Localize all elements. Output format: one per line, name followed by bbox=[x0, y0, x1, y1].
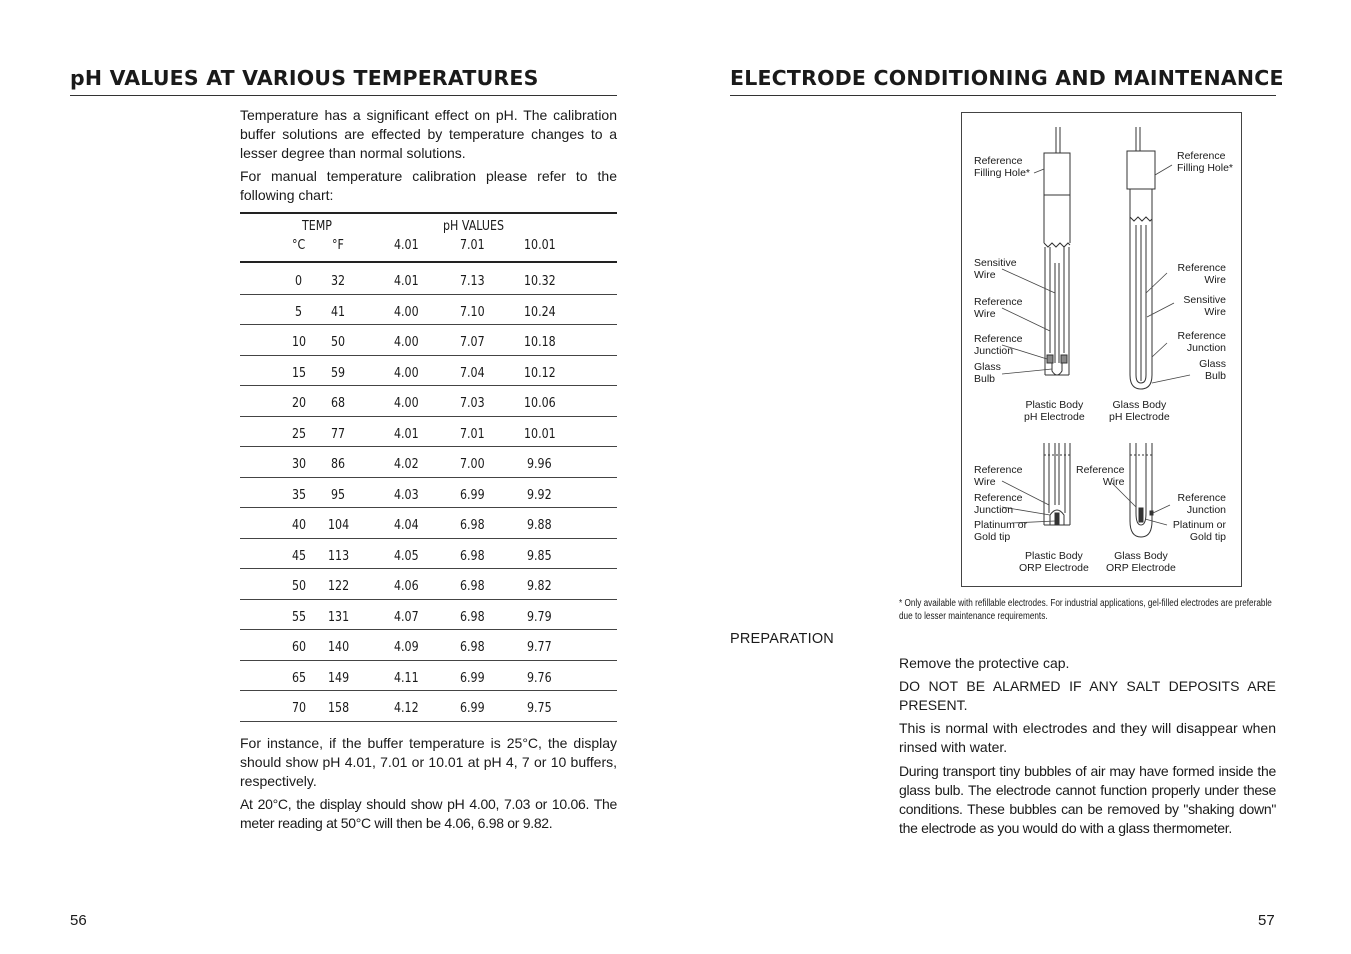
label-platinum-right: Platinum or Gold tip bbox=[1172, 519, 1226, 543]
cell-celsius: 35 bbox=[292, 486, 307, 503]
label-orp-ref-junction-right: Reference Junction bbox=[1177, 492, 1226, 516]
cell-celsius: 50 bbox=[292, 578, 307, 594]
table-row bbox=[240, 324, 617, 356]
preparation-subheading: PREPARATION bbox=[730, 631, 834, 647]
right-page-number: 57 bbox=[1258, 912, 1275, 929]
cell-ph-4: 4.01 bbox=[394, 425, 419, 442]
intro-paragraph-2: For manual temperature calibration please refer to the following chart: bbox=[240, 168, 617, 203]
header-ph-10: 10.01 bbox=[524, 237, 556, 253]
label-ref-wire-right: Reference Wire bbox=[1177, 262, 1226, 286]
table-row bbox=[240, 599, 617, 631]
caption-plastic-ph: Plastic Body pH Electrode bbox=[1024, 399, 1085, 423]
cell-celsius: 60 bbox=[292, 639, 307, 655]
cell-ph-4: 4.09 bbox=[394, 639, 419, 655]
cell-ph-10: 9.88 bbox=[527, 517, 552, 533]
cell-ph-10: 10.06 bbox=[524, 395, 556, 411]
cell-ph-10: 9.82 bbox=[527, 578, 552, 594]
cell-ph-4: 4.00 bbox=[394, 364, 419, 381]
cell-ph-7: 6.98 bbox=[460, 639, 485, 655]
cell-fahrenheit: 32 bbox=[331, 273, 346, 289]
table-row bbox=[240, 385, 617, 417]
table-top-rule bbox=[240, 212, 617, 214]
prep-paragraph-4: During transport tiny bubbles of air may have formed inside the glass bulb. The electrode cannot function properly under these conditions. These bubbles can be removed by "shaking down" the electrode as you would do with a glass thermometer. bbox=[899, 763, 1276, 836]
cell-ph-4: 4.02 bbox=[394, 456, 419, 472]
cell-ph-10: 9.75 bbox=[527, 700, 552, 716]
cell-fahrenheit: 95 bbox=[331, 486, 346, 503]
after-paragraph-1: For instance, if the buffer temperature is 25°C, the display should show pH 4.01, 7.01 or 10.01 at pH 4, 7 or 10 buffers, respectively. bbox=[240, 735, 617, 789]
cell-ph-10: 9.76 bbox=[527, 669, 552, 686]
cell-celsius: 55 bbox=[292, 608, 307, 625]
label-ref-wire-left: Reference Wire bbox=[974, 296, 1023, 320]
label-glass-bulb-left: Glass Bulb bbox=[974, 361, 1001, 385]
cell-celsius: 0 bbox=[295, 273, 303, 289]
cell-ph-4: 4.12 bbox=[394, 700, 419, 716]
cell-ph-10: 9.92 bbox=[527, 486, 552, 503]
cell-ph-10: 9.77 bbox=[527, 639, 552, 655]
cell-ph-4: 4.00 bbox=[394, 334, 419, 350]
left-page-heading: pH VALUES AT VARIOUS TEMPERATURES bbox=[70, 66, 539, 90]
cell-ph-7: 7.10 bbox=[460, 303, 485, 320]
cell-ph-4: 4.07 bbox=[394, 608, 419, 625]
plastic-ph-electrode bbox=[1044, 127, 1070, 375]
cell-fahrenheit: 59 bbox=[331, 364, 346, 381]
cell-ph-4: 4.00 bbox=[394, 395, 419, 411]
cell-ph-7: 7.04 bbox=[460, 364, 485, 381]
label-ref-junction-left: Reference Junction bbox=[974, 333, 1023, 357]
cell-ph-10: 9.96 bbox=[527, 456, 552, 472]
cell-fahrenheit: 140 bbox=[328, 639, 350, 655]
cell-fahrenheit: 131 bbox=[328, 608, 350, 625]
label-sensitive-wire-left: Sensitive Wire bbox=[974, 257, 1017, 281]
footnote: * Only available with refillable electrodes. For industrial applications, gel-filled electrodes are preferable due to lesser maintenance requirements. bbox=[899, 598, 1272, 622]
plastic-orp-electrode bbox=[1044, 443, 1070, 525]
cell-celsius: 45 bbox=[292, 547, 307, 564]
cell-celsius: 70 bbox=[292, 700, 307, 716]
intro-paragraph-1: Temperature has a significant effect on pH. The calibration buffer solutions are effected by temperature changes to a lesser degree than normal solutions. bbox=[240, 107, 617, 161]
left-heading-rule bbox=[70, 95, 617, 96]
cell-fahrenheit: 41 bbox=[331, 303, 346, 320]
header-ph-values: pH VALUES bbox=[443, 218, 505, 234]
table-row bbox=[240, 538, 617, 570]
cell-ph-7: 7.03 bbox=[460, 395, 485, 411]
table-row bbox=[240, 416, 617, 448]
label-ref-filling-hole-right: Reference Filling Hole* bbox=[1177, 150, 1234, 174]
cell-ph-10: 9.79 bbox=[527, 608, 552, 625]
cell-fahrenheit: 122 bbox=[328, 578, 350, 594]
cell-ph-4: 4.05 bbox=[394, 547, 419, 564]
cell-ph-7: 7.01 bbox=[460, 425, 485, 442]
cell-ph-4: 4.04 bbox=[394, 517, 419, 533]
cell-ph-7: 7.13 bbox=[460, 273, 485, 289]
header-celsius: °C bbox=[292, 237, 306, 253]
cell-celsius: 25 bbox=[292, 425, 307, 442]
label-ref-filling-hole-left: Reference Filling Hole* bbox=[974, 155, 1031, 179]
electrode-diagram bbox=[961, 112, 1242, 587]
cell-fahrenheit: 113 bbox=[328, 547, 350, 564]
cell-fahrenheit: 158 bbox=[328, 700, 350, 716]
cell-fahrenheit: 77 bbox=[331, 425, 346, 442]
right-page-heading: ELECTRODE CONDITIONING AND MAINTENANCE bbox=[730, 66, 1284, 90]
cell-fahrenheit: 68 bbox=[331, 395, 346, 411]
table-row bbox=[240, 477, 617, 509]
cell-ph-10: 10.18 bbox=[524, 334, 556, 350]
table-row bbox=[240, 690, 617, 722]
header-ph-4: 4.01 bbox=[394, 237, 419, 253]
table-row bbox=[240, 568, 617, 600]
cell-ph-10: 10.01 bbox=[524, 425, 556, 442]
label-orp-ref-wire-mid: Reference Wire bbox=[1076, 464, 1125, 488]
cell-ph-7: 6.98 bbox=[460, 517, 485, 533]
cell-celsius: 40 bbox=[292, 517, 307, 533]
cell-celsius: 5 bbox=[295, 303, 303, 320]
cell-ph-10: 10.32 bbox=[524, 273, 556, 289]
table-row bbox=[240, 355, 617, 387]
glass-ph-electrode bbox=[1127, 127, 1155, 389]
cell-ph-4: 4.00 bbox=[394, 303, 419, 320]
table-row bbox=[240, 294, 617, 326]
cell-ph-7: 6.99 bbox=[460, 669, 485, 686]
cell-ph-10: 9.85 bbox=[527, 547, 552, 564]
table-row bbox=[240, 660, 617, 692]
cell-celsius: 10 bbox=[292, 334, 307, 350]
cell-fahrenheit: 50 bbox=[331, 334, 346, 350]
prep-paragraph-3: This is normal with electrodes and they will disappear when rinsed with water. bbox=[899, 720, 1276, 755]
cell-ph-7: 6.98 bbox=[460, 578, 485, 594]
label-sensitive-wire-right: Sensitive Wire bbox=[1183, 294, 1226, 318]
cell-ph-7: 6.99 bbox=[460, 700, 485, 716]
caption-glass-ph: Glass Body pH Electrode bbox=[1109, 399, 1170, 423]
cell-ph-10: 10.24 bbox=[524, 303, 556, 320]
cell-fahrenheit: 86 bbox=[331, 456, 346, 472]
table-row bbox=[240, 507, 617, 539]
table-row bbox=[240, 629, 617, 661]
cell-celsius: 15 bbox=[292, 364, 307, 381]
cell-fahrenheit: 149 bbox=[328, 669, 350, 686]
cell-celsius: 30 bbox=[292, 456, 307, 472]
cell-ph-7: 7.07 bbox=[460, 334, 485, 350]
cell-ph-4: 4.11 bbox=[394, 669, 419, 686]
prep-paragraph-2: DO NOT BE ALARMED IF ANY SALT DEPOSITS ARE PRESENT. bbox=[899, 678, 1276, 713]
table-row bbox=[240, 263, 617, 295]
cell-ph-7: 6.99 bbox=[460, 486, 485, 503]
cell-ph-7: 7.00 bbox=[460, 456, 485, 472]
after-paragraph-2: At 20°C, the display should show pH 4.00, 7.03 or 10.06. The meter reading at 50°C will then be 4.06, 6.98 or 9.82. bbox=[240, 796, 617, 831]
cell-ph-4: 4.03 bbox=[394, 486, 419, 503]
header-temp: TEMP bbox=[302, 218, 332, 234]
caption-glass-orp: Glass Body ORP Electrode bbox=[1106, 550, 1176, 574]
cell-ph-4: 4.01 bbox=[394, 273, 419, 289]
glass-orp-electrode bbox=[1130, 443, 1153, 537]
prep-paragraph-1: Remove the protective cap. bbox=[899, 655, 1070, 671]
cell-celsius: 65 bbox=[292, 669, 307, 686]
header-ph-7: 7.01 bbox=[460, 237, 485, 253]
label-orp-ref-junction-left: Reference Junction bbox=[974, 492, 1023, 516]
caption-plastic-orp: Plastic Body ORP Electrode bbox=[1019, 550, 1089, 574]
cell-ph-7: 6.98 bbox=[460, 608, 485, 625]
label-platinum-left: Platinum or Gold tip bbox=[974, 519, 1028, 543]
label-ref-junction-right: Reference Junction bbox=[1177, 330, 1226, 354]
cell-ph-7: 6.98 bbox=[460, 547, 485, 564]
label-glass-bulb-right: Glass Bulb bbox=[1199, 358, 1226, 382]
header-fahrenheit: °F bbox=[332, 237, 344, 253]
cell-ph-4: 4.06 bbox=[394, 578, 419, 594]
left-page-number: 56 bbox=[70, 912, 87, 929]
cell-fahrenheit: 104 bbox=[328, 517, 350, 533]
cell-celsius: 20 bbox=[292, 395, 307, 411]
label-orp-ref-wire-left: Reference Wire bbox=[974, 464, 1023, 488]
table-row bbox=[240, 446, 617, 478]
right-heading-rule bbox=[730, 95, 1276, 96]
cell-ph-10: 10.12 bbox=[524, 364, 556, 381]
